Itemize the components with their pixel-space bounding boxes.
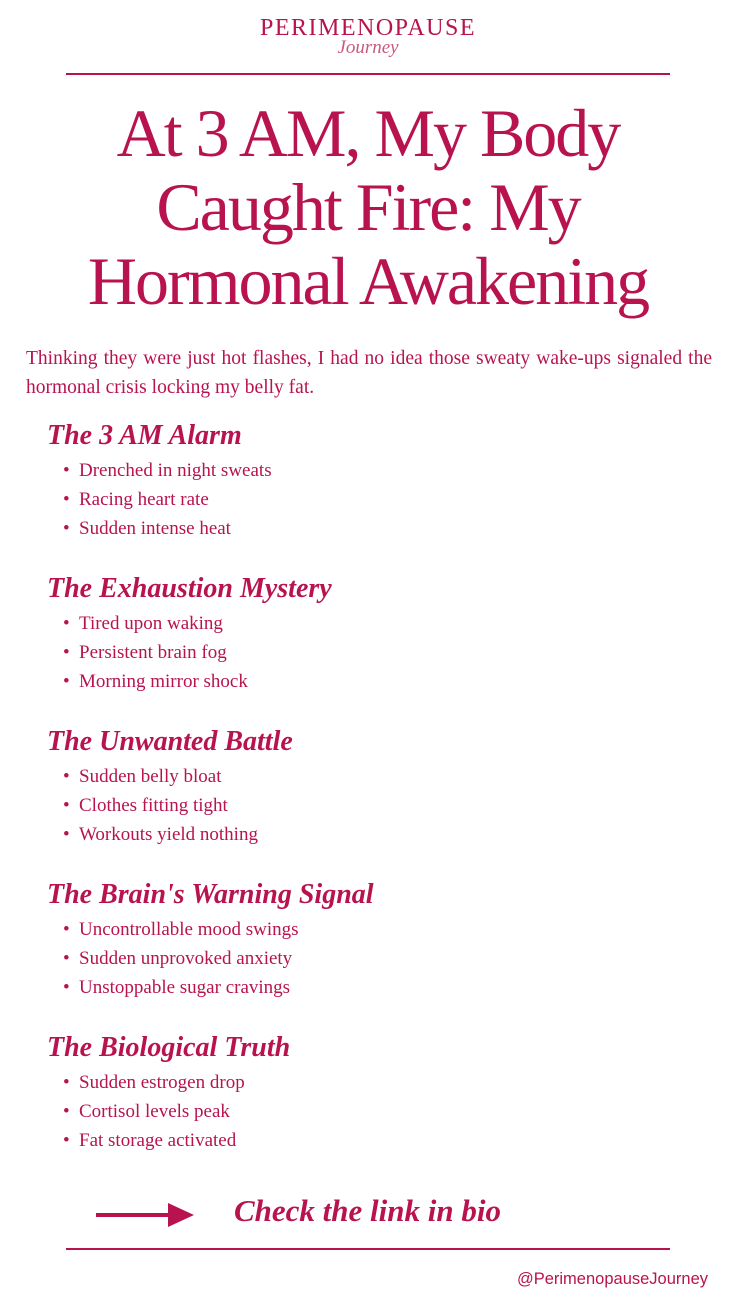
cta-text[interactable]: Check the link in bio	[234, 1193, 501, 1228]
bullet-icon: •	[63, 795, 70, 816]
section-heading: The Brain's Warning Signal	[47, 879, 374, 910]
bullet-list	[47, 1068, 707, 1155]
list-item	[47, 820, 707, 849]
list-item-text: Workouts yield nothing	[79, 824, 258, 845]
list-item-text: Racing heart rate	[79, 489, 209, 510]
bullet-icon: •	[63, 824, 70, 845]
bullet-list	[47, 915, 707, 1002]
list-item	[47, 1097, 707, 1126]
bullet-icon: •	[63, 1130, 70, 1151]
bullet-icon: •	[63, 919, 70, 940]
list-item	[47, 944, 707, 973]
list-item-text: Unstoppable sugar cravings	[79, 977, 291, 998]
section-heading: The Unwanted Battle	[47, 726, 293, 757]
social-handle: @PerimenopauseJourney	[516, 1270, 708, 1288]
list-item-text: Tired upon waking	[79, 613, 223, 634]
page-title: At 3 AM, My Body Caught Fire: My Hormonal Awakening	[87, 95, 649, 319]
section-exhaustion-mystery	[47, 571, 707, 696]
intro-paragraph: Thinking they were just hot flashes, I had no idea those sweaty wake-ups signaled the hormonal crisis locking my belly fat.	[26, 348, 712, 398]
list-item	[47, 667, 707, 696]
bullet-icon: •	[63, 460, 70, 481]
list-item	[47, 514, 707, 543]
top-divider	[66, 73, 670, 75]
list-item-text: Sudden estrogen drop	[79, 1072, 245, 1093]
bullet-list	[47, 762, 707, 849]
bullet-icon: •	[63, 518, 70, 539]
list-item-text: Sudden belly bloat	[79, 766, 222, 787]
bullet-icon: •	[63, 642, 70, 663]
section-heading: The Exhaustion Mystery	[47, 573, 332, 604]
list-item-text: Clothes fitting tight	[79, 795, 228, 816]
bullet-list	[47, 456, 707, 543]
list-item-text: Sudden unprovoked anxiety	[79, 948, 293, 969]
bullet-icon: •	[63, 766, 70, 787]
bullet-icon: •	[63, 489, 70, 510]
section-heading: The 3 AM Alarm	[47, 420, 242, 451]
section-biological-truth	[47, 1030, 707, 1155]
bullet-icon: •	[63, 671, 70, 692]
list-item	[47, 791, 707, 820]
brand-tagline: Journey	[337, 37, 399, 58]
list-item	[47, 1126, 707, 1155]
list-item	[47, 762, 707, 791]
list-item	[47, 638, 707, 667]
bullet-list	[47, 609, 707, 696]
section-3am-alarm	[47, 418, 707, 543]
list-item-text: Fat storage activated	[79, 1130, 237, 1151]
bullet-icon: •	[63, 948, 70, 969]
bullet-icon: •	[63, 613, 70, 634]
list-item-text: Sudden intense heat	[79, 518, 231, 539]
section-heading: The Biological Truth	[47, 1032, 291, 1063]
list-item-text: Morning mirror shock	[79, 671, 248, 692]
bottom-divider	[66, 1248, 670, 1250]
section-brain-warning	[47, 877, 707, 1002]
list-item-text: Drenched in night sweats	[79, 460, 272, 481]
list-item	[47, 485, 707, 514]
brand-logo	[0, 14, 736, 57]
list-item-text: Persistent brain fog	[79, 642, 227, 663]
list-item	[47, 456, 707, 485]
list-item-text: Uncontrollable mood swings	[79, 919, 299, 940]
brand-name: PERIMENOPAUSE	[260, 15, 476, 41]
list-item-text: Cortisol levels peak	[79, 1101, 230, 1122]
section-unwanted-battle	[47, 724, 707, 849]
bullet-icon: •	[63, 1072, 70, 1093]
list-item	[47, 973, 707, 1002]
list-item	[47, 915, 707, 944]
arrow-right-icon	[96, 1202, 194, 1228]
bullet-icon: •	[63, 1101, 70, 1122]
list-item	[47, 1068, 707, 1097]
cta-link[interactable]	[96, 1190, 696, 1236]
bullet-icon: •	[63, 977, 70, 998]
list-item	[47, 609, 707, 638]
